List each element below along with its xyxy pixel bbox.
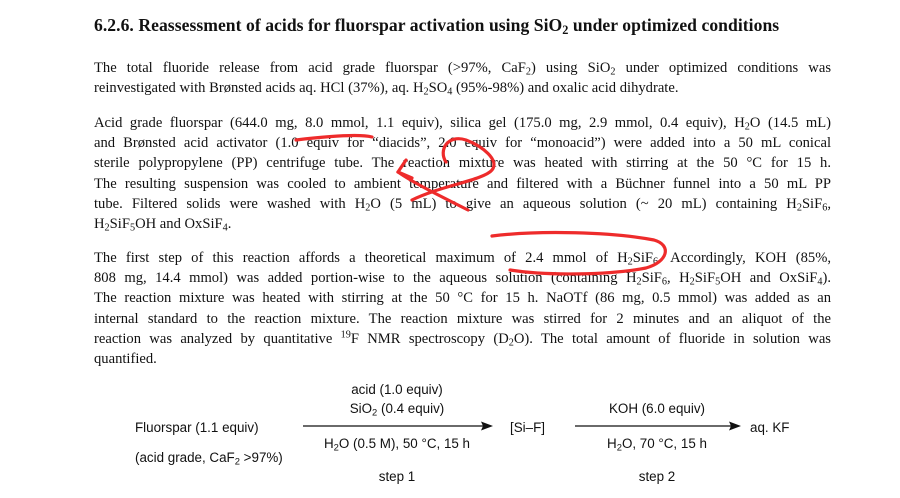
step1-label: step 1 xyxy=(378,469,416,484)
text-line: tube. Filtered solids were washed with $H_2O$ (5 mL) to give an aqueous solution (~ 20 mL) containing $H_2SiF_6$, xyxy=(94,195,831,214)
text-line: The first step of this reaction affords a theoretical maximum of 2.4 mmol of $H_2SiF_6$. Accordingly, KOH (85%, xyxy=(94,250,832,268)
text-line: The total fluoride release from acid grade fluorspar (>97%, CaF$_2$) using SiO$_2$ under optimized conditions was xyxy=(94,60,831,78)
step2-label: step 2 xyxy=(638,469,676,484)
section-heading: 6.2.6. Reassessment of acids for fluorspar activation using SiO$_2$ under optimized conditions xyxy=(94,15,780,38)
step1-reagent-acid: acid (1.0 equiv) xyxy=(351,382,443,397)
text-line: reaction was analyzed by quantitative $^{19}$F NMR spectroscopy $(D_2O)$. The total amount of fluoride in solution was xyxy=(94,329,831,349)
reactant-subtitle: (acid grade, CaF$_2$ >97%) xyxy=(135,450,283,467)
step1-arrow xyxy=(303,420,493,432)
text-line: and Brønsted acid activator (1.0 equiv for “diacids”, 2.0 equiv for “monoacid”) were added into a 50 mL conical xyxy=(94,135,831,152)
step2-conditions: $H_2O$, 70 °C, 15 h xyxy=(607,436,707,453)
text-line: The resulting suspension was cooled to ambient temperature and filtered with a Büchner funnel into a 50 mL PP xyxy=(94,175,831,192)
step2-arrow xyxy=(575,420,741,432)
reactant-label: Fluorspar (1.1 equiv) xyxy=(135,420,259,435)
paragraph-analysis xyxy=(94,248,831,369)
text-line: reinvestigated with Brønsted acids aq. HCl (37%), aq. $H_2SO_4$ (95%-98%) and oxalic acid dihydrate. xyxy=(94,80,679,98)
step1-conditions: $H_2O$ (0.5 M), 50 °C, 15 h xyxy=(323,436,471,453)
text-line: Acid grade fluorspar (644.0 mg, 8.0 mmol, 1.1 equiv), silica gel (175.0 mg, 2.9 mmol, 0.4 equiv), $H_2O$ (14.5 mL) xyxy=(94,115,831,133)
text-line: 808 mg, 14.4 mmol) was added portion-wise to the aqueous solution (containing $H_2SiF_6$, $H_2SiF_5OH$ and OxSiF$_4$). xyxy=(94,270,832,288)
product-label: aq. KF xyxy=(750,420,790,435)
paragraph-intro xyxy=(94,58,831,98)
step1-reagent-silica: SiO$_2$ (0.4 equiv) xyxy=(349,401,445,418)
text-line: sterile polypropylene (PP) centrifuge tube. The reaction mixture was heated with stirring at the 50 °C for 15 h. xyxy=(94,155,831,172)
text-line: $H_2SiF_5OH$ and OxSiF$_4$. xyxy=(94,216,232,234)
intermediate-label: [Si–F] xyxy=(510,420,545,435)
text-line: internal standard to the reaction mixture. The reaction mixture was stirred for 2 minutes and an aliquot of the xyxy=(94,310,831,327)
step2-reagent: KOH (6.0 equiv) xyxy=(608,401,705,416)
reaction-scheme xyxy=(0,370,900,498)
text-line: The reaction mixture was heated with stirring at the 50 °C for 15 h. NaOTf (86 mg, 0.5 mmol) was added as an xyxy=(94,290,831,307)
text-line: quantified. xyxy=(94,351,157,368)
paragraph-procedure xyxy=(94,113,831,234)
